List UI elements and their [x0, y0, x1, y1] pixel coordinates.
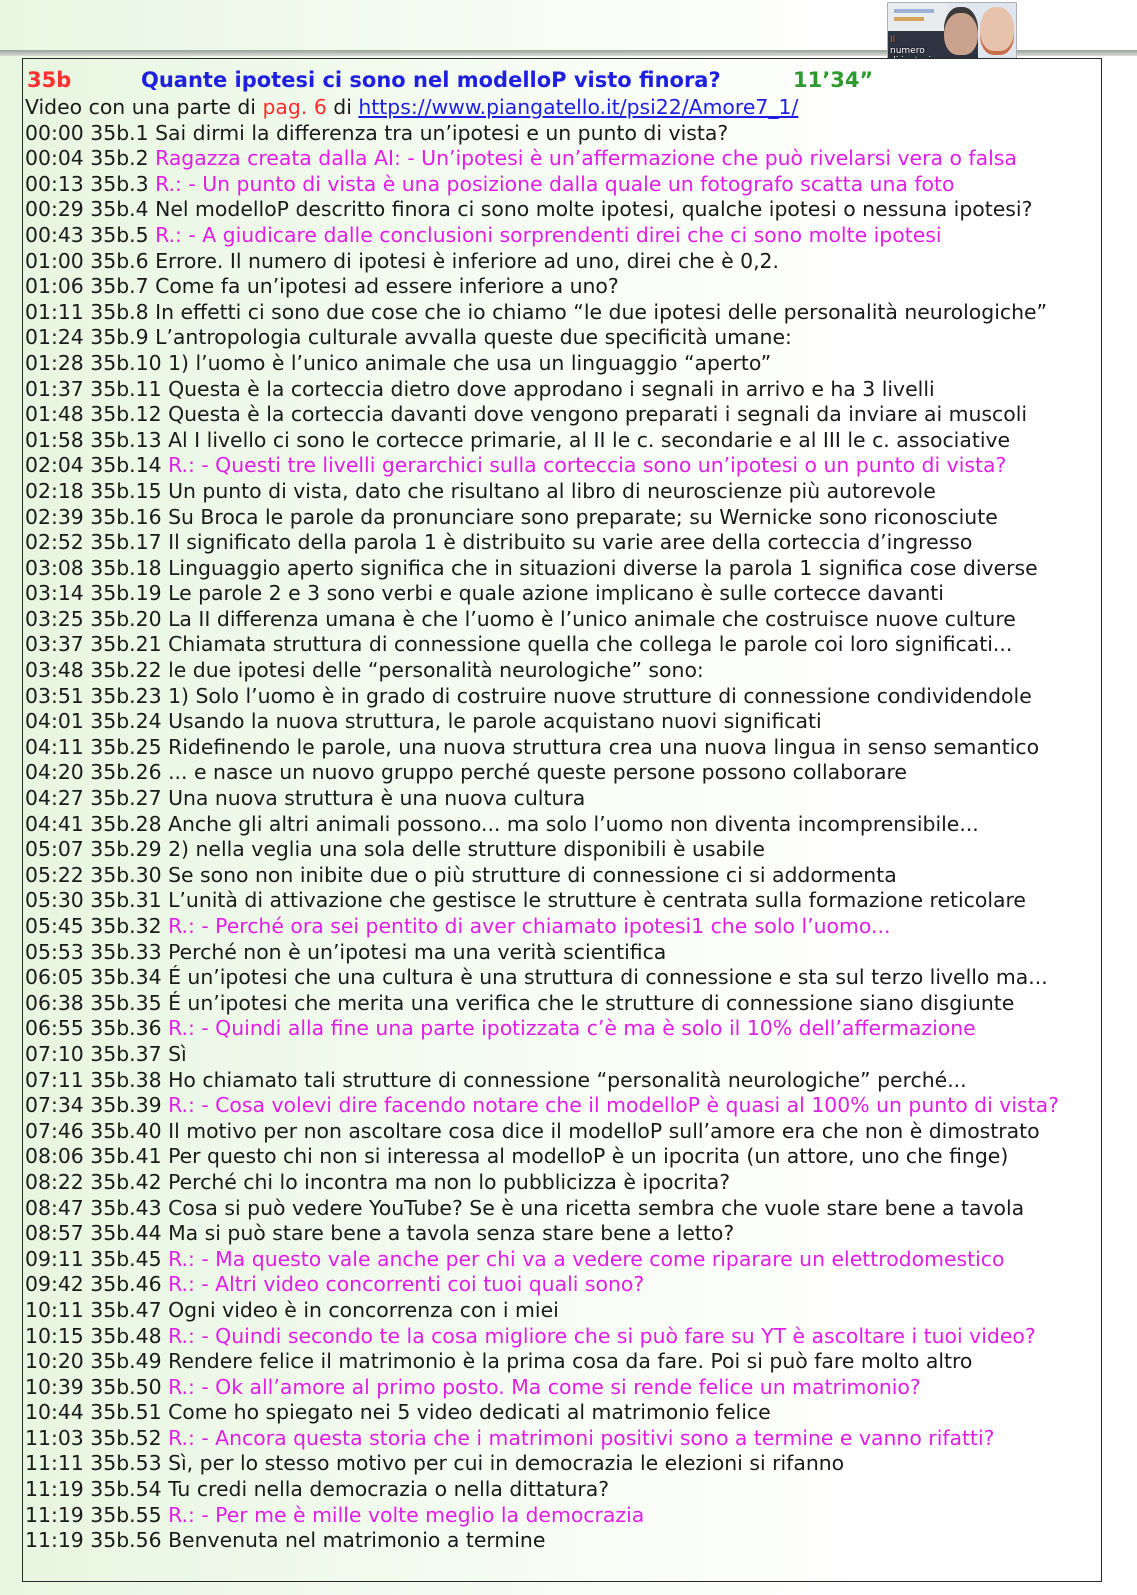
line-text: Benvenuta nel matrimonio a termine — [168, 1528, 546, 1553]
page-reference: pag. 6 — [262, 95, 327, 119]
line-id: 35b.54 — [90, 1477, 162, 1502]
line-id: 35b.42 — [90, 1169, 162, 1194]
line-text: R.: - Quindi secondo te la cosa migliore che si può fare su YT è ascoltare i tuoi video? — [168, 1323, 1036, 1348]
transcript-line — [25, 888, 1059, 914]
line-text: Questa è la corteccia davanti dove vengono preparati i segnali da inviare ai muscoli — [168, 402, 1028, 427]
transcript-line — [25, 1068, 1059, 1094]
timestamp: 03:08 — [25, 555, 84, 580]
transcript-line — [25, 1272, 1059, 1298]
transcript-line — [25, 658, 1059, 684]
line-id: 35b.10 — [90, 350, 162, 375]
transcript-line — [25, 146, 1059, 172]
line-text: Nel modelloP descritto finora ci sono molte ipotesi, qualche ipotesi o nessuna ipotesi? — [155, 197, 1033, 222]
line-text: É un’ipotesi che merita una verifica che le strutture di connessione siano disgiunte — [168, 990, 1015, 1015]
line-id: 35b.52 — [90, 1425, 162, 1450]
line-id: 35b.37 — [90, 1041, 162, 1066]
line-id: 35b.36 — [90, 1016, 162, 1041]
transcript-line — [25, 1247, 1059, 1273]
line-text: Se sono non inibite due o più strutture di connessione ci si addormenta — [168, 862, 897, 887]
line-text: R.: - Ancora questa storia che i matrimoni positivi sono a termine e vanno rifatti? — [168, 1425, 995, 1450]
transcript-line — [25, 1042, 1059, 1068]
line-text: Sì, per lo stesso motivo per cui in democrazia le elezioni si rifanno — [168, 1451, 845, 1476]
timestamp: 05:07 — [25, 837, 84, 862]
timestamp: 03:14 — [25, 581, 84, 606]
timestamp: 07:34 — [25, 1093, 84, 1118]
transcript-line — [25, 863, 1059, 889]
line-text: Ridefinendo le parole, una nuova struttura crea una nuova lingua in senso semantico — [168, 734, 1040, 759]
timestamp: 10:15 — [25, 1323, 84, 1348]
transcript-line — [25, 1119, 1059, 1145]
transcript-line — [25, 325, 1059, 351]
line-id: 35b.14 — [90, 453, 162, 478]
line-text: 1) Solo l’uomo è in grado di costruire nuove strutture di connessione condividendole — [168, 683, 1032, 708]
timestamp: 11:19 — [25, 1502, 84, 1527]
episode-duration: 11’34” — [793, 68, 874, 92]
line-id: 35b.51 — [90, 1400, 162, 1425]
timestamp: 00:04 — [25, 146, 84, 171]
timestamp: 00:13 — [25, 171, 84, 196]
timestamp: 02:52 — [25, 530, 84, 555]
line-id: 35b.26 — [90, 760, 162, 785]
line-id: 35b.41 — [90, 1144, 162, 1169]
timestamp: 08:22 — [25, 1169, 84, 1194]
line-id: 35b.50 — [90, 1374, 162, 1399]
timestamp: 01:24 — [25, 325, 84, 350]
transcript-line — [25, 1528, 1059, 1554]
line-text: Ragazza creata dalla AI: - Un’ipotesi è un’affermazione che può rivelarsi vera o falsa — [155, 146, 1017, 171]
transcript-line — [25, 1400, 1059, 1426]
line-text: R.: - Questi tre livelli gerarchici sulla corteccia sono un’ipotesi o un punto di vista? — [168, 453, 1007, 478]
timestamp: 07:10 — [25, 1041, 84, 1066]
line-id: 35b.30 — [90, 862, 162, 887]
transcript-line — [25, 453, 1059, 479]
transcript-line — [25, 1196, 1059, 1222]
transcript-line — [25, 377, 1059, 403]
line-text: La II differenza umana è che l’uomo è l’unico animale che costruisce nuove culture — [168, 606, 1016, 631]
transcript-line — [25, 914, 1059, 940]
transcript-line — [25, 1016, 1059, 1042]
transcript-line — [25, 1298, 1059, 1324]
line-id: 35b.44 — [90, 1221, 162, 1246]
timestamp: 01:37 — [25, 376, 84, 401]
transcript-line — [25, 197, 1059, 223]
line-id: 35b.19 — [90, 581, 162, 606]
transcript-line — [25, 1477, 1059, 1503]
transcript-line — [25, 274, 1059, 300]
line-text: Cosa si può vedere YouTube? Se è una ricetta sembra che vuole stare bene a tavola — [168, 1195, 1025, 1220]
intro-middle: di — [326, 95, 359, 119]
transcript-line — [25, 249, 1059, 275]
line-id: 35b.8 — [90, 299, 149, 324]
timestamp: 06:38 — [25, 990, 84, 1015]
timestamp: 02:39 — [25, 504, 84, 529]
line-id: 35b.11 — [90, 376, 162, 401]
transcript-line — [25, 709, 1059, 735]
timestamp: 01:58 — [25, 427, 84, 452]
timestamp: 10:44 — [25, 1400, 84, 1425]
line-id: 35b.4 — [90, 197, 149, 222]
line-id: 35b.16 — [90, 504, 162, 529]
transcript-line — [25, 402, 1059, 428]
line-text: Per questo chi non si interessa al modelloP è un ipocrita (un attore, uno che finge) — [168, 1144, 1009, 1169]
line-id: 35b.35 — [90, 990, 162, 1015]
line-id: 35b.28 — [90, 811, 162, 836]
line-text: Ma si può stare bene a tavola senza stare bene a letto? — [168, 1221, 735, 1246]
line-text: Il significato della parola 1 è distribuito su varie aree della corteccia d’ingresso — [168, 530, 973, 555]
episode-title: Quante ipotesi ci sono nel modelloP visto finora? — [141, 68, 721, 92]
line-id: 35b.53 — [90, 1451, 162, 1476]
transcript-line — [25, 121, 1059, 147]
line-id: 35b.23 — [90, 683, 162, 708]
timestamp: 09:11 — [25, 1246, 84, 1271]
line-id: 35b.5 — [90, 222, 149, 247]
timestamp: 01:00 — [25, 248, 84, 273]
transcript-line — [25, 223, 1059, 249]
timestamp: 07:46 — [25, 1118, 84, 1143]
line-id: 35b.29 — [90, 837, 162, 862]
timestamp: 03:51 — [25, 683, 84, 708]
line-id: 35b.43 — [90, 1195, 162, 1220]
line-text: Ogni video è in concorrenza con i miei — [168, 1297, 559, 1322]
line-id: 35b.46 — [90, 1272, 162, 1297]
transcript-line — [25, 1503, 1059, 1529]
line-id: 35b.22 — [90, 658, 162, 683]
transcript-line — [25, 965, 1059, 991]
timestamp: 02:04 — [25, 453, 84, 478]
line-id: 35b.3 — [90, 171, 149, 196]
line-id: 35b.48 — [90, 1323, 162, 1348]
line-id: 35b.6 — [90, 248, 149, 273]
episode-code: 35b — [27, 68, 72, 92]
line-text: R.: - Quindi alla fine una parte ipotizzata c’è ma è solo il 10% dell’affermazione — [168, 1016, 976, 1041]
transcript-line — [25, 428, 1059, 454]
line-text: Ho chiamato tali strutture di connessione “personalità neurologiche” perché... — [168, 1067, 967, 1092]
transcript-line — [25, 351, 1059, 377]
transcript-line — [25, 760, 1059, 786]
timestamp: 03:48 — [25, 658, 84, 683]
line-id: 35b.38 — [90, 1067, 162, 1092]
line-id: 35b.13 — [90, 427, 162, 452]
transcript-line — [25, 1221, 1059, 1247]
line-text: Perché chi lo incontra ma non lo pubblicizza è ipocrita? — [168, 1169, 731, 1194]
transcript-line — [25, 940, 1059, 966]
line-id: 35b.49 — [90, 1349, 162, 1374]
line-id: 35b.17 — [90, 530, 162, 555]
line-text: R.: - Per me è mille volte meglio la democrazia — [168, 1502, 645, 1527]
thumbnail-caption-line: numero — [890, 45, 925, 56]
timestamp: 08:57 — [25, 1221, 84, 1246]
line-id: 35b.56 — [90, 1528, 162, 1553]
line-id: 35b.15 — [90, 478, 162, 503]
transcript-line — [25, 479, 1059, 505]
timestamp: 05:30 — [25, 888, 84, 913]
line-text: Su Broca le parole da pronunciare sono preparate; su Wernicke sono riconosciute — [168, 504, 998, 529]
transcript-line — [25, 1144, 1059, 1170]
line-id: 35b.25 — [90, 734, 162, 759]
timestamp: 04:11 — [25, 734, 84, 759]
timestamp: 00:43 — [25, 222, 84, 247]
line-id: 35b.40 — [90, 1118, 162, 1143]
transcript-line — [25, 684, 1059, 710]
transcript-line — [25, 556, 1059, 582]
transcript-line — [25, 1451, 1059, 1477]
line-text: In effetti ci sono due cose che io chiamo “le due ipotesi delle personalità neurologiche” — [155, 299, 1048, 324]
timestamp: 01:28 — [25, 350, 84, 375]
line-text: Le parole 2 e 3 sono verbi e quale azione implicano è sulle cortecce davanti — [168, 581, 944, 606]
line-text: Errore. Il numero di ipotesi è inferiore ad uno, direi che è 0,2. — [155, 248, 780, 273]
line-text: Una nuova struttura è una nuova cultura — [168, 786, 586, 811]
line-text: R.: - Un punto di vista è una posizione dalla quale un fotografo scatta una foto — [155, 171, 955, 196]
timestamp: 06:05 — [25, 965, 84, 990]
timestamp: 01:06 — [25, 274, 84, 299]
timestamp: 11:11 — [25, 1451, 84, 1476]
line-text: Sai dirmi la differenza tra un’ipotesi e un punto di vista? — [155, 120, 729, 145]
line-text: R.: - A giudicare dalle conclusioni sorprendenti direi che ci sono molte ipotesi — [155, 222, 942, 247]
intro-line — [25, 95, 798, 121]
line-id: 35b.39 — [90, 1093, 162, 1118]
line-text: Questa è la corteccia dietro dove approdano i segnali in arrivo e ha 3 livelli — [168, 376, 935, 401]
timestamp: 00:29 — [25, 197, 84, 222]
timestamp: 03:37 — [25, 632, 84, 657]
transcript-list — [25, 121, 1059, 1554]
line-text: 1) l’uomo è l’unico animale che usa un linguaggio “aperto” — [168, 350, 772, 375]
line-id: 35b.24 — [90, 709, 162, 734]
woman-face-icon — [980, 7, 1014, 55]
transcript-line — [25, 172, 1059, 198]
transcript-line — [25, 607, 1059, 633]
timestamp: 01:11 — [25, 299, 84, 324]
timestamp: 03:25 — [25, 606, 84, 631]
line-text: Il motivo per non ascoltare cosa dice il modelloP sull’amore era che non è dimostrato — [168, 1118, 1040, 1143]
line-text: R.: - Altri video concorrenti coi tuoi quali sono? — [168, 1272, 645, 1297]
timestamp: 05:22 — [25, 862, 84, 887]
timestamp: 11:19 — [25, 1477, 84, 1502]
transcript-line — [25, 1426, 1059, 1452]
line-id: 35b.47 — [90, 1297, 162, 1322]
timestamp: 05:45 — [25, 914, 84, 938]
line-id: 35b.34 — [90, 965, 162, 990]
line-text: Sì — [168, 1041, 187, 1066]
transcript-line — [25, 632, 1059, 658]
line-text: R.: - Perché ora sei pentito di aver chiamato ipotesi1 che solo l’uomo... — [168, 914, 891, 938]
line-id: 35b.7 — [90, 274, 149, 299]
line-text: Al I livello ci sono le cortecce primarie, al II le c. secondarie e al III le c. associative — [168, 427, 1011, 452]
line-id: 35b.18 — [90, 555, 162, 580]
transcript-line — [25, 837, 1059, 863]
transcript-line — [25, 530, 1059, 556]
thumbnail-caption-line: Il — [890, 35, 896, 45]
line-id: 35b.20 — [90, 606, 162, 631]
timestamp: 04:27 — [25, 786, 84, 811]
line-text: Come ho spiegato nei 5 video dedicati al matrimonio felice — [168, 1400, 771, 1425]
transcript-line — [25, 581, 1059, 607]
transcript-line — [25, 505, 1059, 531]
line-text: Usando la nuova struttura, le parole acquistano nuovi significati — [168, 709, 822, 734]
timestamp: 06:55 — [25, 1016, 84, 1041]
line-text: le due ipotesi delle “personalità neurologiche” sono: — [168, 658, 704, 683]
line-text: Un punto di vista, dato che risultano al libro di neuroscienze più autorevole — [168, 478, 936, 503]
timestamp: 08:06 — [25, 1144, 84, 1169]
transcript-line — [25, 1375, 1059, 1401]
line-id: 35b.55 — [90, 1502, 162, 1527]
line-id: 35b.32 — [90, 914, 162, 938]
timestamp: 00:00 — [25, 120, 84, 145]
line-text: Perché non è un’ipotesi ma una verità scientifica — [168, 939, 667, 964]
transcript-sheet — [22, 58, 1102, 1582]
line-id: 35b.27 — [90, 786, 162, 811]
line-id: 35b.31 — [90, 888, 162, 913]
transcript-line — [25, 735, 1059, 761]
source-link[interactable]: https://www.piangatello.it/psi22/Amore7_1/ — [358, 95, 799, 119]
timestamp: 04:20 — [25, 760, 84, 785]
timestamp: 10:39 — [25, 1374, 84, 1399]
line-text: R.: - Ma questo vale anche per chi va a vedere come riparare un elettrodomestico — [168, 1246, 1005, 1271]
timestamp: 07:11 — [25, 1067, 84, 1092]
line-id: 35b.21 — [90, 632, 162, 657]
line-text: R.: - Cosa volevi dire facendo notare che il modelloP è quasi al 100% un punto di vista? — [168, 1093, 1059, 1118]
transcript-line — [25, 1349, 1059, 1375]
line-text: Anche gli altri animali possono... ma solo l’uomo non diventa incomprensibile... — [168, 811, 979, 836]
timestamp: 04:41 — [25, 811, 84, 836]
timestamp: 01:48 — [25, 402, 84, 427]
line-text: É un’ipotesi che una cultura è una struttura di connessione e sta sul terzo livello ma... — [168, 965, 1048, 990]
line-text: 2) nella veglia una sola delle strutture disponibili è usabile — [168, 837, 765, 862]
header-row — [23, 67, 883, 93]
timestamp: 02:18 — [25, 478, 84, 503]
transcript-line — [25, 991, 1059, 1017]
line-id: 35b.9 — [90, 325, 149, 350]
line-text: Come fa un’ipotesi ad essere inferiore a uno? — [155, 274, 619, 299]
timestamp: 10:11 — [25, 1297, 84, 1322]
line-text: ... e nasce un nuovo gruppo perché queste persone possono collaborare — [168, 760, 907, 785]
timestamp: 09:42 — [25, 1272, 84, 1297]
timestamp: 08:47 — [25, 1195, 84, 1220]
line-text: L’unità di attivazione che gestisce le strutture è centrata sulla formazione reticolare — [168, 888, 1026, 913]
transcript-line — [25, 1324, 1059, 1350]
transcript-line — [25, 1093, 1059, 1119]
intro-prefix: Video con una parte di — [25, 95, 263, 119]
transcript-line — [25, 786, 1059, 812]
timestamp: 10:20 — [25, 1349, 84, 1374]
line-id: 35b.33 — [90, 939, 162, 964]
line-id: 35b.45 — [90, 1246, 162, 1271]
line-id: 35b.1 — [90, 120, 149, 145]
line-text: Chiamata struttura di connessione quella che collega le parole coi loro significati... — [168, 632, 1013, 657]
transcript-line — [25, 1170, 1059, 1196]
line-text: R.: - Ok all’amore al primo posto. Ma come si rende felice un matrimonio? — [168, 1374, 921, 1399]
timestamp: 05:53 — [25, 939, 84, 964]
line-text: Rendere felice il matrimonio è la prima cosa da fare. Poi si può fare molto altro — [168, 1349, 973, 1374]
timestamp: 04:01 — [25, 709, 84, 734]
transcript-line — [25, 812, 1059, 838]
timestamp: 11:19 — [25, 1528, 84, 1553]
line-text: Tu credi nella democrazia o nella dittatura? — [168, 1477, 610, 1502]
line-text: L’antropologia culturale avvalla queste due specificità umane: — [155, 325, 792, 350]
timestamp: 11:03 — [25, 1425, 84, 1450]
line-text: Linguaggio aperto significa che in situazioni diverse la parola 1 significa cose diverse — [168, 555, 1038, 580]
line-id: 35b.2 — [90, 146, 149, 171]
line-id: 35b.12 — [90, 402, 162, 427]
transcript-line — [25, 300, 1059, 326]
